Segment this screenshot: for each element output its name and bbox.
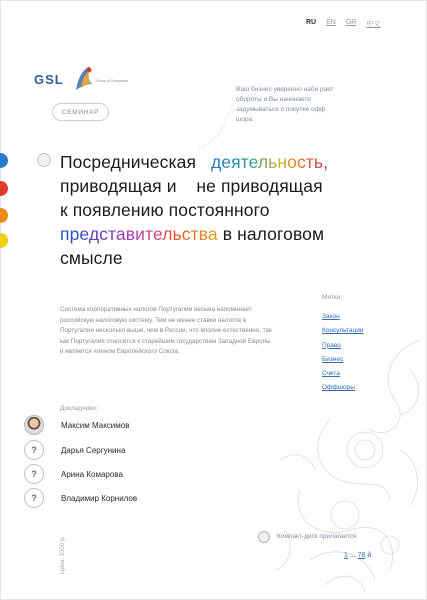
logo-text: GSL [34,72,64,87]
title-line-3: к появлению постоянного [60,200,270,220]
title-text: Посредническая [60,152,197,172]
logo-figure-icon [72,64,96,92]
page-title [60,150,405,270]
speaker-name: Владимир Корнилов [61,493,138,503]
title-highlight-representation: представительства [60,224,218,244]
title-line-2: приводящая и не приводящая [60,176,323,196]
unknown-avatar-icon: ? [24,488,44,508]
business-note: Ваш бизнес уверенно наби рает обороты и Вы начинаете задумываться о покупке офф шора. [236,86,334,123]
pager-first-link[interactable]: 1 [344,552,348,559]
pager-last-link[interactable]: 78 [357,552,366,559]
tag-link[interactable]: Бизнес [322,355,344,363]
title-line-4 [60,222,405,246]
tag-link[interactable]: Право [322,341,341,349]
speaker-name: Арина Комарова [61,469,123,479]
cd-note: Компакт-диск прилагается [277,533,357,540]
speaker-name: Дарья Сергунина [61,445,126,455]
document-icon [37,153,51,167]
pager-separator: ... [347,552,358,559]
tag-link[interactable]: Консультации [322,327,364,335]
lang-en[interactable]: EN [326,19,336,26]
lang-ru[interactable]: RU [306,19,317,26]
speaker-name: Максим Максимов [61,420,130,430]
title-line-5: смысле [60,248,123,268]
title-line-1 [60,150,405,174]
lang-zh[interactable]: 中文 [366,21,381,28]
speaker-item[interactable] [24,463,123,485]
language-switcher [306,19,380,29]
cd-icon [258,531,270,543]
tag-link[interactable]: Закон [322,313,340,320]
description-paragraph: Система корпоративных налогов Португалии весьма напоминает российскую налоговую систему. Тем не менее ставки налогов в Португалии несколько выше, чем в России, что вполне естественно, так как Португалия относится к старейшим государствам Западной Европы и является членом Европейского Союза. [60,306,272,355]
speaker-item[interactable] [24,439,126,461]
gsl-logo[interactable] [34,64,129,94]
price-label: Цена: 1500 р. [60,536,66,574]
logo-subtitle: Group of Companies [96,79,129,83]
pager-suffix: й [365,552,372,559]
floral-ornament [270,330,427,600]
seminar-badge: СЕМИНАР [52,103,109,121]
unknown-avatar-icon: ? [24,440,44,460]
title-highlight-activity: деятельность, [210,152,329,172]
title-text: в налоговом [217,224,325,244]
tags-label: Метки: [322,294,343,301]
pager [344,552,371,559]
tag-link[interactable]: Оффшоры [322,384,355,392]
lang-gr[interactable]: GR [345,19,357,26]
speaker-item[interactable] [24,414,130,436]
avatar [24,415,44,435]
speaker-item[interactable] [24,487,138,509]
tag-link[interactable]: Счета [322,370,340,378]
speakers-label: Докладчики: [60,405,98,412]
unknown-avatar-icon: ? [24,464,44,484]
